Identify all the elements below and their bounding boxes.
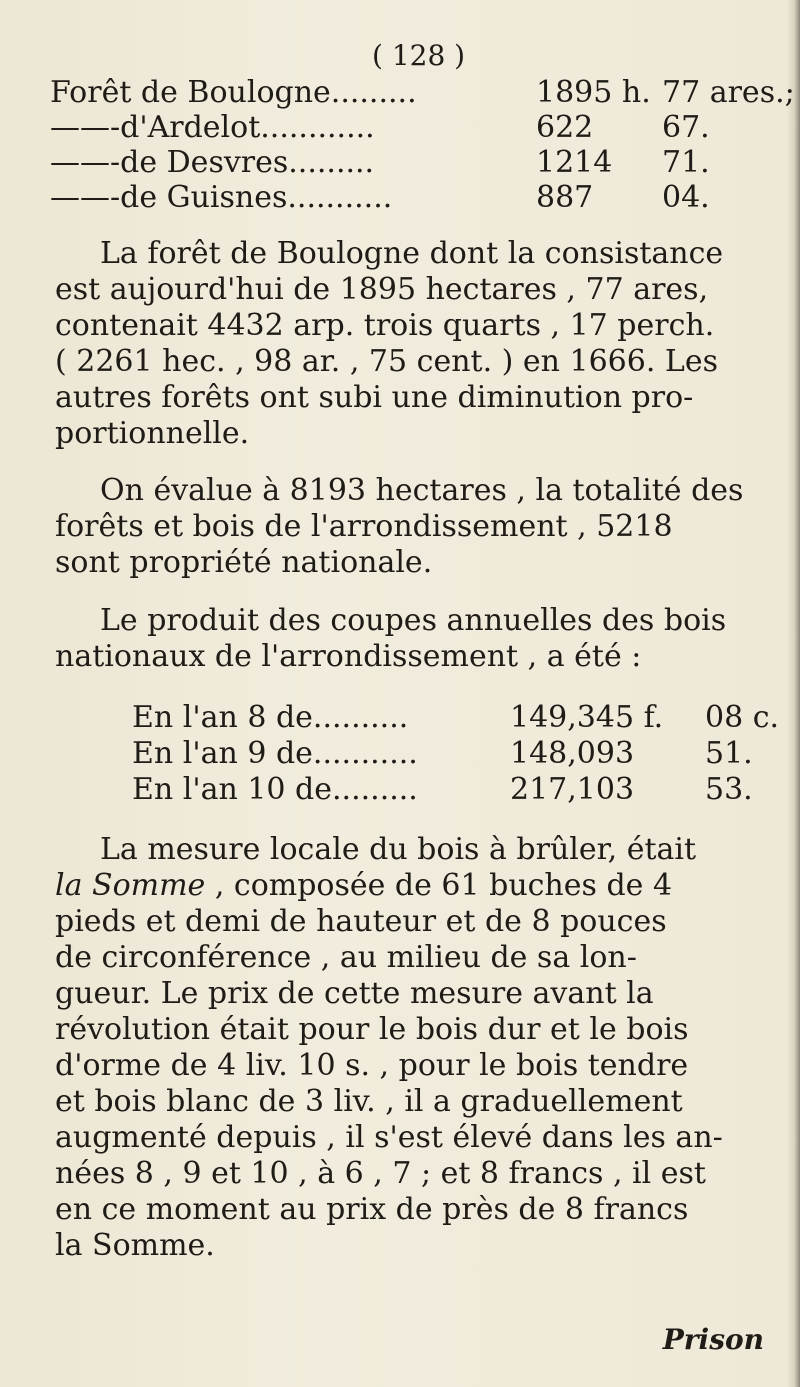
forest-ares: 67. (662, 110, 710, 145)
page-edge-shadow (786, 0, 800, 1387)
paragraph-line: sont propriété nationale. (55, 545, 433, 580)
paragraph-line (55, 868, 672, 904)
paragraph-line: révolution était pour le bois dur et le bois (55, 1012, 689, 1047)
forest-hectares: 622 (536, 110, 594, 145)
produce-year: En l'an 10 de......... (132, 772, 418, 807)
catchword: Prison (662, 1323, 764, 1356)
paragraph-line: et bois blanc de 3 liv. , il a graduellement (55, 1084, 683, 1119)
forest-hectares: 1214 (536, 145, 613, 180)
paragraph-line: de circonférence , au milieu de sa lon- (55, 940, 637, 975)
produce-francs: 149,345 f. (510, 700, 664, 735)
forest-name: Forêt de Boulogne......... (50, 75, 417, 110)
paragraph-line: nées 8 , 9 et 10 , à 6 , 7 ; et 8 francs , il est (55, 1156, 706, 1191)
paragraph-line: autres forêts ont subi une diminution pro- (55, 380, 694, 415)
page-number: ( 128 ) (372, 39, 466, 72)
paragraph-line: pieds et demi de hauteur et de 8 pouces (55, 904, 667, 939)
paragraph-line: On évalue à 8193 hectares , la totalité des (100, 473, 744, 508)
paragraph-line: la Somme. (55, 1228, 215, 1263)
produce-year: En l'an 9 de........... (132, 736, 418, 771)
produce-cents: 53. (705, 772, 753, 807)
paragraph-line: d'orme de 4 liv. 10 s. , pour le bois tendre (55, 1048, 689, 1083)
paragraph-line: augmenté depuis , il s'est élevé dans les an- (55, 1120, 723, 1155)
paragraph-line: La mesure locale du bois à brûler, était (100, 832, 697, 867)
paragraph-text: , composée de 61 buches de 4 (205, 868, 673, 903)
paragraph-line: Le produit des coupes annuelles des bois (100, 603, 727, 638)
forest-name: ——-d'Ardelot............ (50, 110, 375, 145)
paragraph-line: est aujourd'hui de 1895 hectares , 77 ares, (55, 272, 709, 307)
paragraph-line: ( 2261 hec. , 98 ar. , 75 cent. ) en 1666. Les (55, 344, 718, 379)
produce-year: En l'an 8 de.......... (132, 700, 409, 735)
paragraph-line: portionnelle. (55, 416, 250, 451)
produce-cents: 51. (705, 736, 753, 771)
produce-cents: 08 c. (705, 700, 780, 735)
forest-name: ——-de Desvres......... (50, 145, 375, 180)
paragraph-line: contenait 4432 arp. trois quarts , 17 perch. (55, 308, 715, 343)
paragraph-line: La forêt de Boulogne dont la consistance (100, 236, 724, 271)
produce-francs: 217,103 (510, 772, 635, 807)
forest-name: ——-de Guisnes........... (50, 180, 393, 215)
forest-hectares: 1895 h. (536, 75, 651, 110)
paragraph-line: en ce moment au prix de près de 8 francs (55, 1192, 689, 1227)
paragraph-line: gueur. Le prix de cette mesure avant la (55, 976, 654, 1011)
italic-term: la Somme (55, 868, 206, 903)
produce-francs: 148,093 (510, 736, 635, 771)
paragraph-line: forêts et bois de l'arrondissement , 5218 (55, 509, 673, 544)
forest-ares: 71. (662, 145, 710, 180)
forest-hectares: 887 (536, 180, 594, 215)
forest-ares: 77 ares.; (662, 75, 795, 110)
paragraph-line: nationaux de l'arrondissement , a été : (55, 639, 642, 674)
forest-ares: 04. (662, 180, 710, 215)
